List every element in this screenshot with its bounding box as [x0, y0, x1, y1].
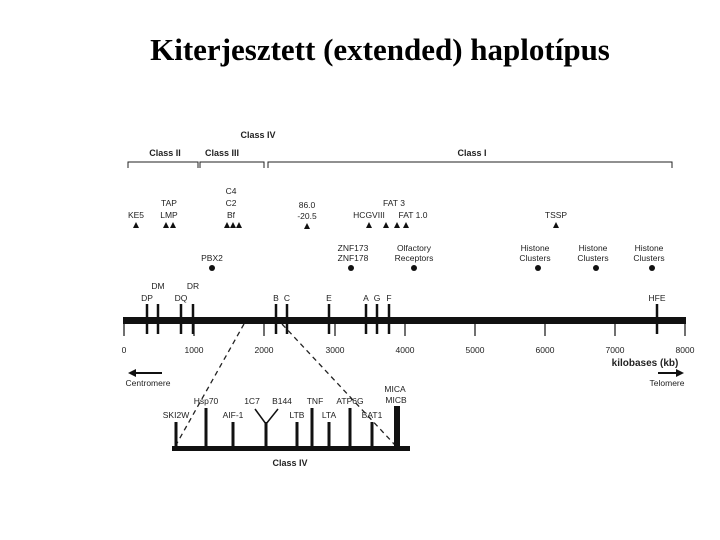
gene-label: 1C7 [244, 396, 260, 406]
circle-marker [593, 265, 599, 271]
class-ii-label: Class II [149, 148, 181, 158]
marker-label: FAT 3 [383, 198, 405, 208]
centromere-label: Centromere [125, 378, 171, 388]
marker-label: C4 [225, 186, 237, 196]
class-iii-bracket [200, 162, 264, 168]
locus-label-dm: DM [151, 281, 165, 291]
triangle-marker [170, 222, 176, 228]
marker-label: Clusters [633, 253, 665, 263]
scale-label: 1000 [184, 345, 204, 355]
triangle-marker [304, 223, 310, 229]
marker-label: Histone [634, 243, 664, 253]
page-title: Kiterjesztett (extended) haplotípus [150, 32, 610, 67]
marker-label: TAP [161, 198, 177, 208]
class-ii-bracket [128, 162, 198, 168]
scale-label: 6000 [535, 345, 555, 355]
triangle-marker [403, 222, 409, 228]
circle-marker [209, 265, 215, 271]
telomere-arrow-icon [658, 369, 684, 377]
triangle-marker [224, 222, 230, 228]
marker-label: KE5 [127, 210, 145, 220]
expansion-lines [176, 324, 395, 445]
marker-label: PBX2 [201, 253, 223, 263]
marker-label: C2 [225, 198, 237, 208]
class-i-bracket [268, 162, 672, 168]
triangle-marker [236, 222, 242, 228]
locus-label-dp: DP [141, 293, 153, 303]
class-iv-bar [172, 446, 410, 451]
scale-label: 5000 [465, 345, 485, 355]
gene-label: MICB [385, 395, 407, 405]
marker-label: Histone [520, 243, 550, 253]
scale-label: 0 [121, 345, 127, 355]
marker-label: Clusters [519, 253, 551, 263]
locus-label-a: A [363, 293, 369, 303]
triangle-marker [394, 222, 400, 228]
gene-label: BAT1 [361, 410, 383, 420]
gene-label: AIF-1 [222, 410, 244, 420]
triangle-marker [383, 222, 389, 228]
marker-label: FAT 1.0 [398, 210, 428, 220]
scale-label: 8000 [675, 345, 695, 355]
marker-label: ZNF173 [337, 243, 369, 253]
locus-label-hfe: HFE [648, 293, 666, 303]
telomere-label: Telomere [649, 378, 685, 388]
gene-label: MICA [384, 384, 406, 394]
chromosome-bar [123, 317, 686, 324]
kilobases-label: kilobases (kb) [611, 358, 679, 369]
triangle-marker [163, 222, 169, 228]
marker-label: HCGVIII [353, 210, 385, 220]
triangle-marker [133, 222, 139, 228]
gene-label: B144 [272, 396, 292, 406]
gene-label: Hsp70 [193, 396, 219, 406]
circle-marker [649, 265, 655, 271]
locus-label-f: F [386, 293, 392, 303]
gene-label: TNF [306, 396, 324, 406]
gene-label: SKI2W [162, 410, 190, 420]
gene-label: LTA [321, 410, 337, 420]
mica-micb-bar [394, 406, 400, 447]
marker-label: Olfactory [396, 243, 432, 253]
locus-label-g: G [373, 293, 381, 303]
class-iii-label: Class III [204, 148, 240, 158]
marker-label: 86.0 [298, 200, 316, 210]
marker-label: ZNF178 [337, 253, 369, 263]
marker-label: -20.5 [297, 211, 317, 221]
marker-label: TSSP [544, 210, 568, 220]
triangle-marker [230, 222, 236, 228]
locus-label-dr: DR [186, 281, 200, 291]
locus-label-e: E [326, 293, 332, 303]
class-iv-top-label: Class IV [240, 130, 276, 140]
gene-label: ATP6G [336, 396, 364, 406]
centromere-arrow-icon [128, 369, 162, 377]
marker-label: LMP [160, 210, 178, 220]
marker-label: Clusters [577, 253, 609, 263]
scale-label: 7000 [605, 345, 625, 355]
class-iv-bottom-label: Class IV [272, 458, 308, 468]
marker-label: Bf [226, 210, 236, 220]
locus-label-b: B [273, 293, 279, 303]
circle-marker [411, 265, 417, 271]
marker-label: Receptors [394, 253, 434, 263]
gene-label: LTB [289, 410, 305, 420]
locus-label-c: C [283, 293, 291, 303]
scale-ticks [124, 324, 685, 336]
class-i-label: Class I [457, 148, 487, 158]
circle-marker [535, 265, 541, 271]
triangle-marker [366, 222, 372, 228]
marker-label: Histone [578, 243, 608, 253]
scale-label: 3000 [325, 345, 345, 355]
scale-label: 4000 [395, 345, 415, 355]
triangle-marker [553, 222, 559, 228]
y-branch-icon [255, 409, 278, 424]
locus-label-dq: DQ [174, 293, 188, 303]
circle-marker [348, 265, 354, 271]
scale-label: 2000 [254, 345, 274, 355]
